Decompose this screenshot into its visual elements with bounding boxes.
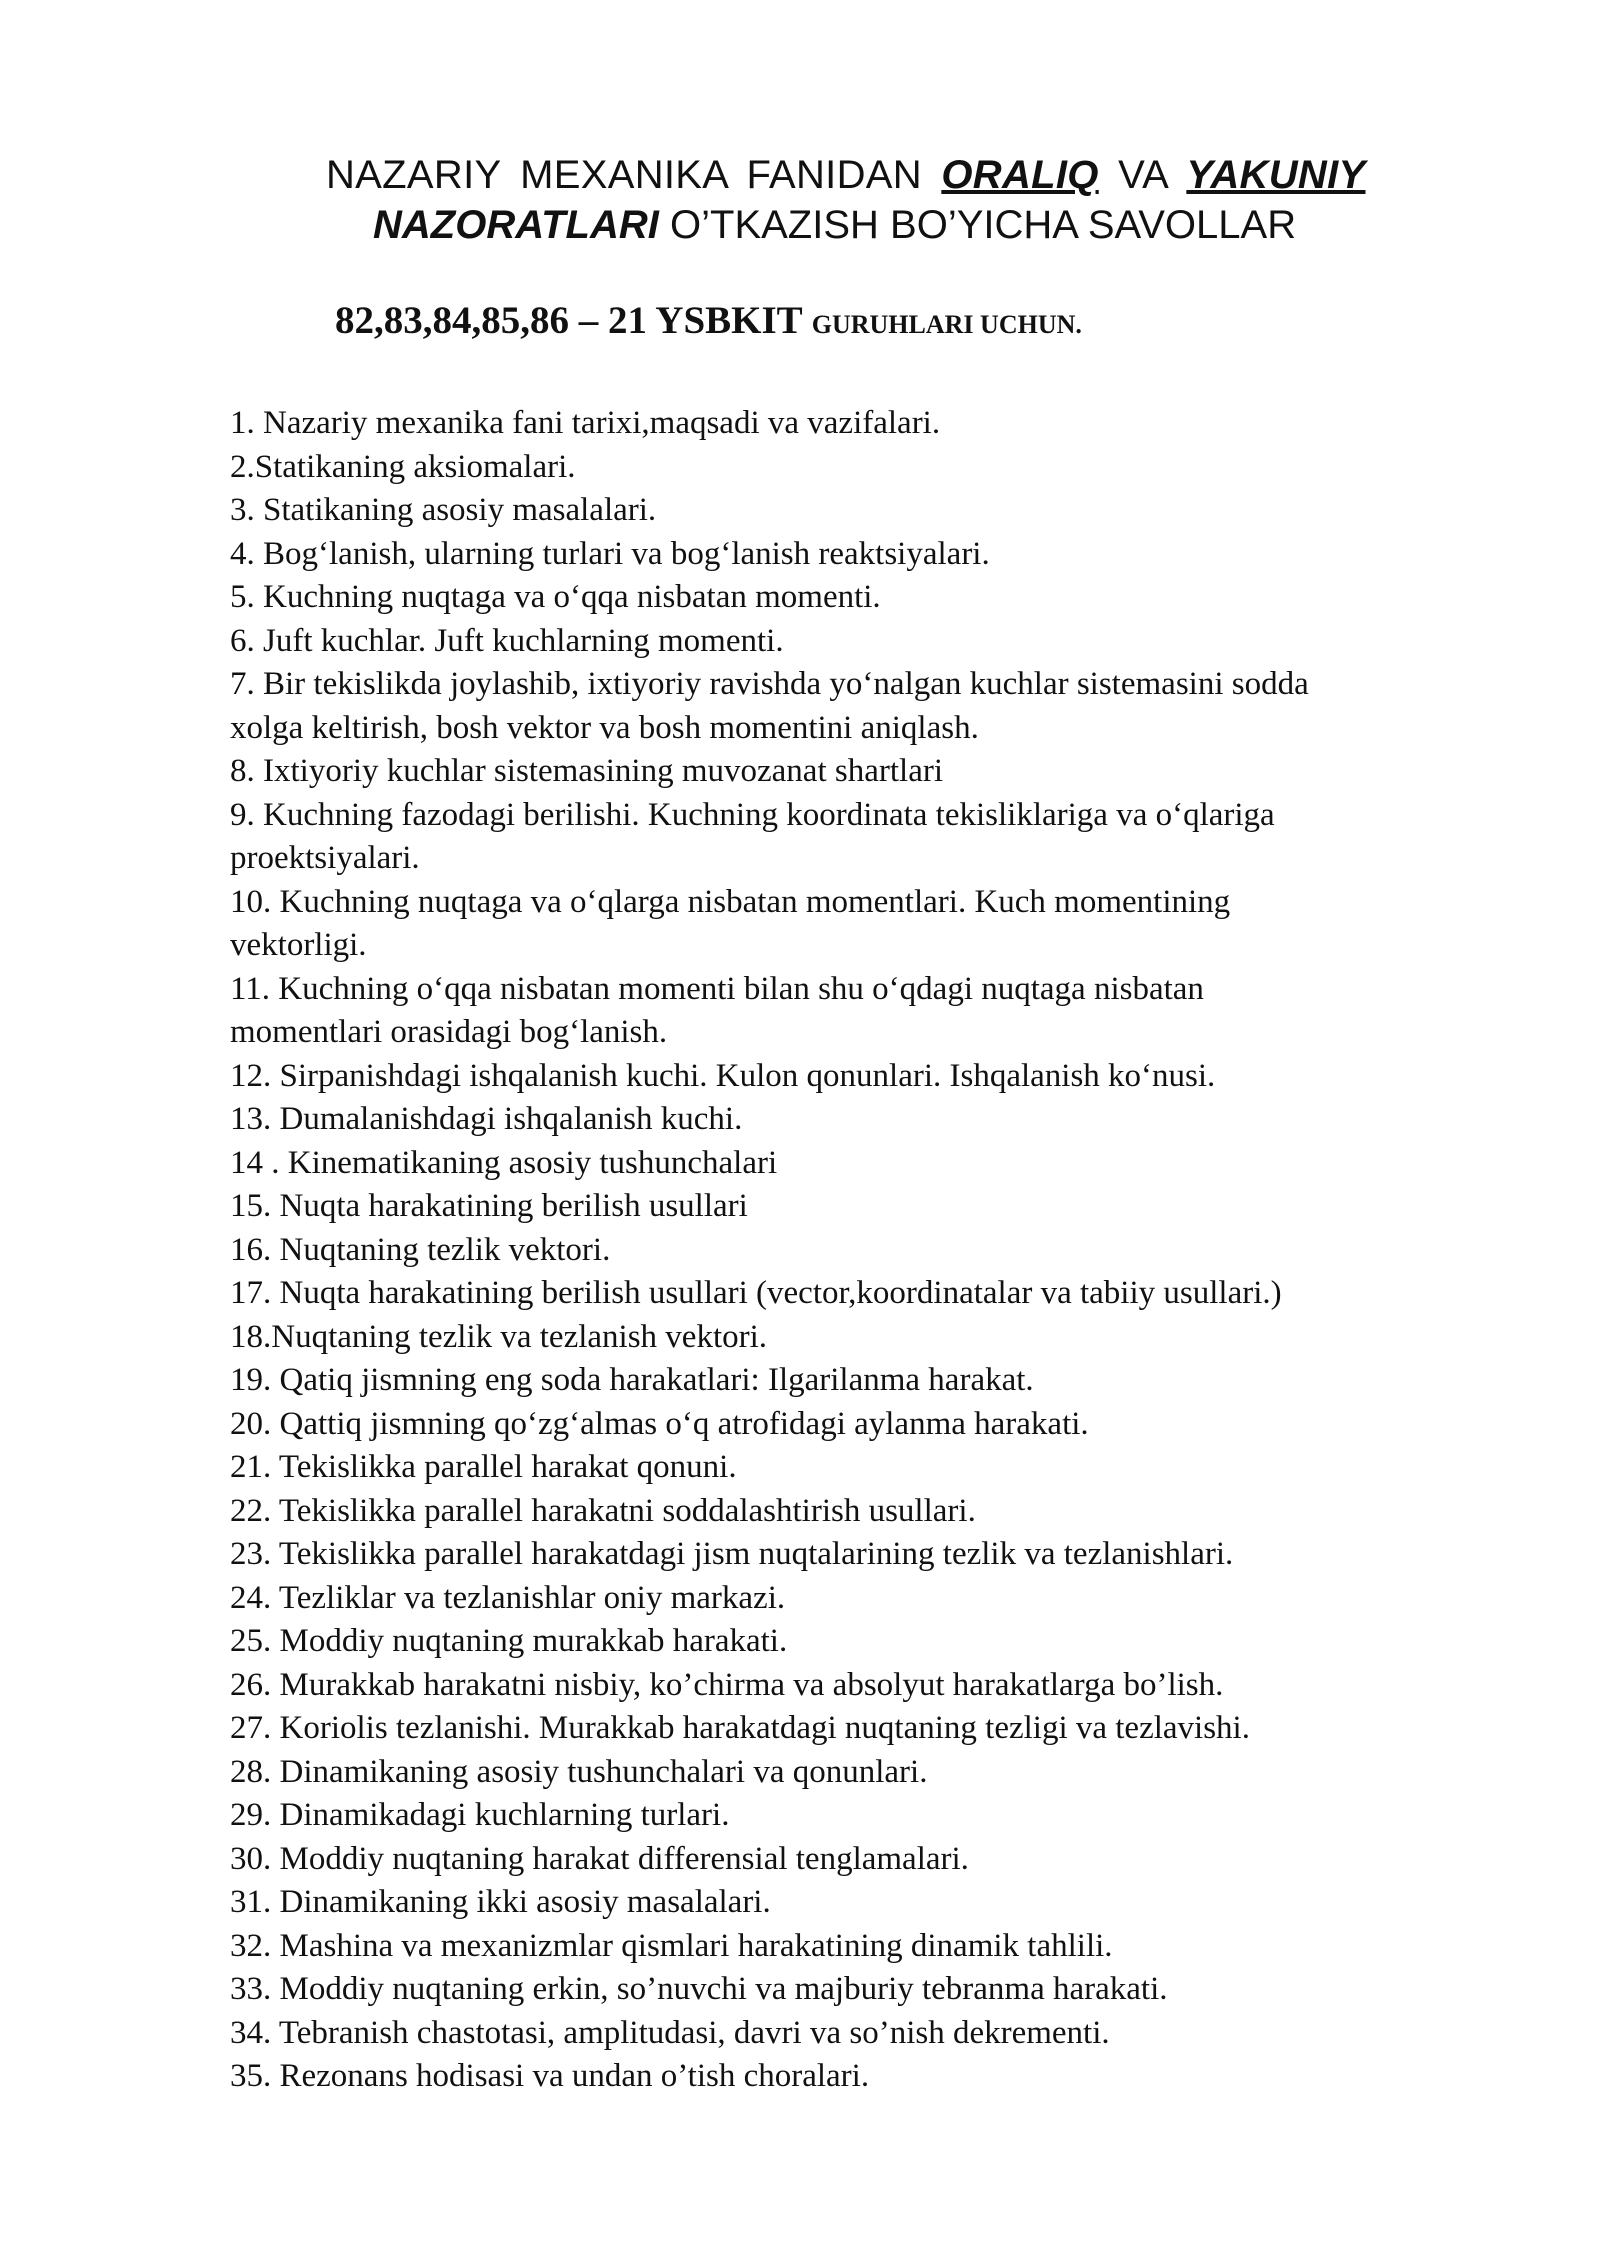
- title-text-start: NAZARIY MEXANIKA FANIDAN: [326, 153, 942, 197]
- document-title: [0, 150, 1600, 250]
- question-line: 27. Koriolis tezlanishi. Murakkab harakatdagi nuqtaning tezligi va tezlavishi.: [230, 1710, 1250, 1746]
- question-line: 16. Nuqtaning tezlik vektori.: [230, 1231, 611, 1268]
- question-line: 7. Bir tekislikda joylashib, ixtiyoriy ravishda yo‘nalgan kuchlar sistemasini sodda: [230, 666, 1309, 702]
- title-va: VA: [1098, 153, 1187, 197]
- question-line: 8. Ixtiyoriy kuchlar sistemasining muvozanat shartlari: [230, 753, 943, 789]
- question-line: 32. Mashina va mexanizmlar qismlari harakatining dinamik tahlili.: [230, 1927, 1113, 1964]
- question-line: 14 . Kinematikaning asosiy tushunchalari: [230, 1144, 778, 1181]
- question-line: 6. Juft kuchlar. Juft kuchlarning momenti.: [230, 622, 784, 659]
- question-line: 10. Kuchning nuqtaga va o‘qlarga nisbatan momentlari. Kuch momentining: [230, 883, 1231, 920]
- title-nazoratlari: NAZORATLARI: [373, 203, 659, 247]
- title-line-1: [326, 150, 1600, 200]
- title-oraliq: ORALIQ: [941, 153, 1099, 197]
- question-line: 30. Moddiy nuqtaning harakat differensial tenglamalari.: [230, 1840, 969, 1877]
- question-line: 26. Murakkab harakatni nisbiy, ko’chirma va absolyut harakatlarga bo’lish.: [230, 1666, 1224, 1703]
- question-line: vektorligi.: [230, 927, 367, 963]
- groups-label: GURUHLARI UCHUN.: [811, 310, 1082, 339]
- question-line: 18.Nuqtaning tezlik va tezlanish vektori.: [230, 1318, 768, 1355]
- question-line: 13. Dumalanishdagi ishqalanish kuchi.: [230, 1101, 743, 1137]
- question-line: 21. Tekislikka parallel harakat qonuni.: [230, 1449, 737, 1485]
- question-line: 1. Nazariy mexanika fani tarixi,maqsadi va vazifalari.: [230, 405, 941, 441]
- question-line: 25. Moddiy nuqtaning murakkab harakati.: [230, 1623, 788, 1659]
- question-line: 34. Tebranish chastotasi, amplitudasi, davri va so’nish dekrementi.: [230, 2014, 1110, 2051]
- questions-list: [230, 402, 1530, 2099]
- question-line: 20. Qattiq jismning qo‘zg‘almas o‘q atrofidagi aylanma harakati.: [230, 1405, 1089, 1442]
- question-line: xolga keltirish, bosh vektor va bosh momentini aniqlash.: [230, 709, 979, 746]
- question-line: 19. Qatiq jismning eng soda harakatlari: Ilgarilanma harakat.: [230, 1362, 1034, 1398]
- title-line-2: [373, 200, 1600, 250]
- question-line: 31. Dinamikaning ikki asosiy masalalari.: [230, 1884, 771, 1920]
- title-text-end: O’TKAZISH BO’YICHA SAVOLLAR: [658, 203, 1297, 247]
- groups-subtitle: [335, 298, 1082, 343]
- question-line: proektsiyalari.: [230, 840, 420, 876]
- question-line: 15. Nuqta harakatining berilish usullari: [230, 1188, 748, 1224]
- question-line: 17. Nuqta harakatining berilish usullari (vector,koordinatalar va tabiiy usullari.): [230, 1275, 1282, 1311]
- question-line: 24. Tezliklar va tezlanishlar oniy markazi.: [230, 1579, 786, 1616]
- groups-numbers: 82,83,84,85,86 – 21 YSBKIT: [335, 299, 802, 342]
- question-line: 9. Kuchning fazodagi berilishi. Kuchning koordinata tekisliklariga va o‘qlariga: [230, 796, 1275, 833]
- question-line: 29. Dinamikadagi kuchlarning turlari.: [230, 1797, 730, 1833]
- question-line: 23. Tekislikka parallel harakatdagi jism nuqtalarining tezlik va tezlanishlari.: [230, 1536, 1234, 1572]
- question-line: 12. Sirpanishdagi ishqalanish kuchi. Kulon qonunlari. Ishqalanish ko‘nusi.: [230, 1057, 1216, 1094]
- question-line: 5. Kuchning nuqtaga va o‘qqa nisbatan momenti.: [230, 579, 881, 615]
- question-line: 22. Tekislikka parallel harakatni soddalashtirish usullari.: [230, 1492, 976, 1529]
- question-line: 33. Moddiy nuqtaning erkin, so’nuvchi va majburiy tebranma harakati.: [230, 1971, 1168, 2007]
- question-line: 28. Dinamikaning asosiy tushunchalari va qonunlari.: [230, 1753, 928, 1790]
- question-line: 2.Statikaning aksiomalari.: [230, 448, 576, 485]
- question-line: 35. Rezonans hodisasi va undan o’tish choralari.: [230, 2058, 870, 2094]
- question-line: 11. Kuchning o‘qqa nisbatan momenti bilan shu o‘qdagi nuqtaga nisbatan: [230, 970, 1204, 1007]
- title-yakuniy: YAKUNIY: [1186, 153, 1366, 197]
- question-line: 4. Bog‘lanish, ularning turlari va bog‘lanish reaktsiyalari.: [230, 535, 990, 572]
- question-line: momentlari orasidagi bog‘lanish.: [230, 1014, 668, 1050]
- question-line: 3. Statikaning asosiy masalalari.: [230, 492, 657, 528]
